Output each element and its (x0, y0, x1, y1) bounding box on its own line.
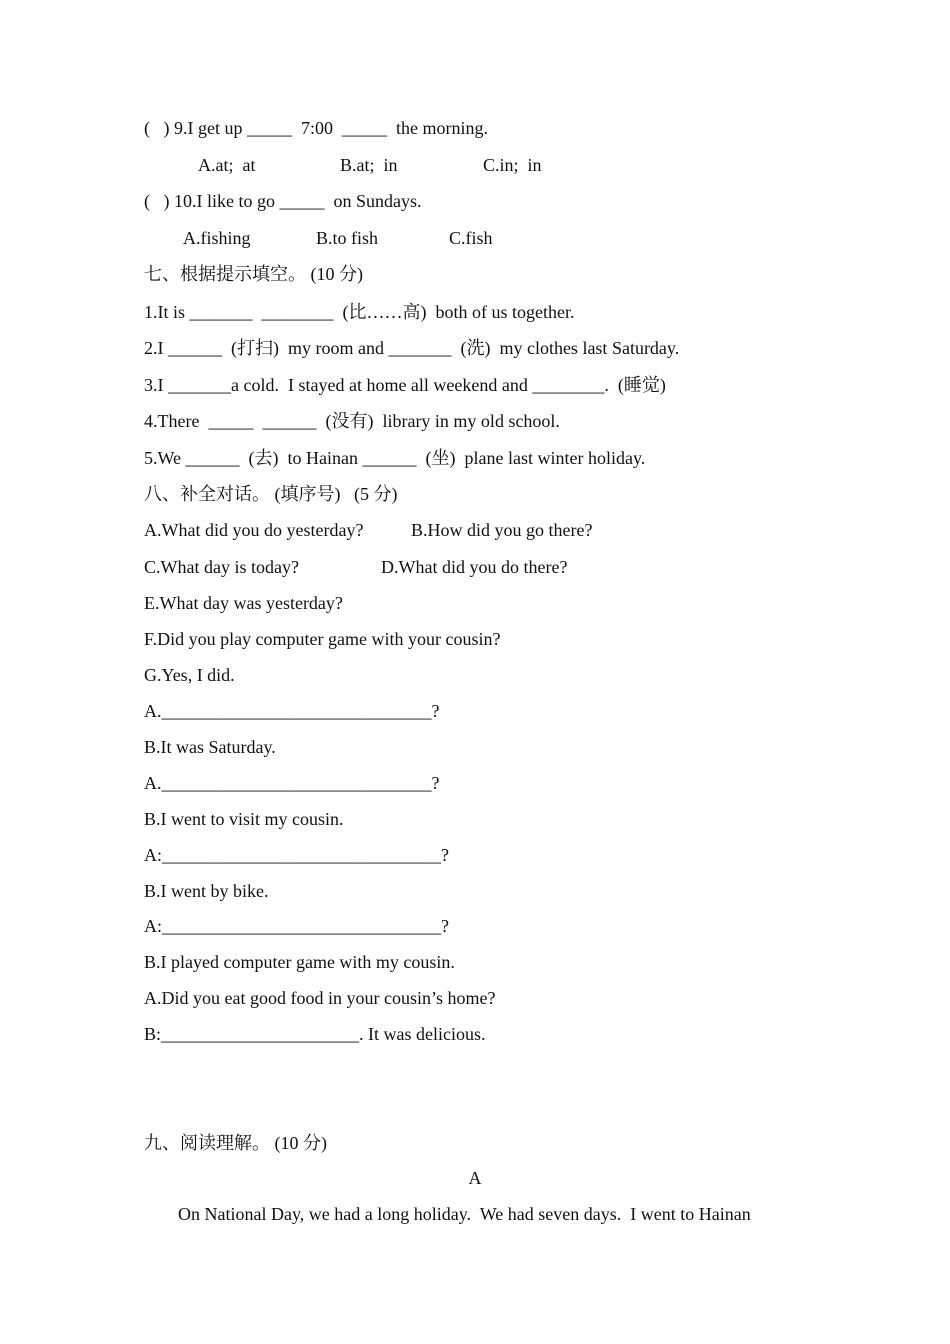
fill-item-3: 3.I _______a cold. I stayed at home all weekend and ________. (睡觉) (144, 375, 666, 395)
fill-item-4: 4.There _____ ______ (没有) library in my old school. (144, 411, 560, 431)
section-8-heading: 八、补全对话。 (填序号) (5 分) (144, 484, 398, 504)
choice-g: G.Yes, I did. (144, 665, 235, 685)
dialogue-line-6: B.I went by bike. (144, 881, 269, 901)
dialogue-line-5: A:_______________________________? (144, 845, 449, 865)
dialogue-line-3: A.______________________________? (144, 773, 440, 793)
choice-d: D.What did you do there? (381, 557, 568, 577)
q9-option-a: A.at; at (198, 155, 256, 175)
fill-item-5: 5.We ______ (去) to Hainan ______ (坐) plane last winter holiday. (144, 448, 646, 468)
fill-item-1: 1.It is _______ ________ (比……高) both of us together. (144, 302, 575, 322)
choice-f: F.Did you play computer game with your cousin? (144, 629, 501, 649)
dialogue-line-1: A.______________________________? (144, 701, 440, 721)
dialogue-line-10: B:______________________. It was delicious. (144, 1024, 486, 1044)
choice-c: C.What day is today? (144, 557, 299, 577)
dialogue-line-4: B.I went to visit my cousin. (144, 809, 344, 829)
dialogue-line-9: A.Did you eat good food in your cousin’s home? (144, 988, 496, 1008)
dialogue-line-8: B.I played computer game with my cousin. (144, 952, 455, 972)
passage-text: On National Day, we had a long holiday. We had seven days. I went to Hainan (178, 1204, 751, 1224)
section-9-heading: 九、阅读理解。 (10 分) (144, 1133, 327, 1153)
dialogue-line-7: A:_______________________________? (144, 916, 449, 936)
fill-item-2: 2.I ______ (打扫) my room and _______ (洗) my clothes last Saturday. (144, 338, 680, 358)
section-7-heading: 七、根据提示填空。 (10 分) (144, 264, 363, 284)
q9-option-c: C.in; in (483, 155, 542, 175)
question-10: ( ) 10.I like to go _____ on Sundays. (144, 191, 422, 211)
q9-option-b: B.at; in (340, 155, 398, 175)
choice-a: A.What did you do yesterday? (144, 520, 364, 540)
choice-e: E.What day was yesterday? (144, 593, 343, 613)
q10-option-a: A.fishing (183, 228, 251, 248)
dialogue-line-2: B.It was Saturday. (144, 737, 276, 757)
question-9: ( ) 9.I get up _____ 7:00 _____ the morning. (144, 118, 488, 138)
choice-b: B.How did you go there? (411, 520, 593, 540)
q10-option-b: B.to fish (316, 228, 379, 248)
passage-label: A (468, 1168, 482, 1188)
q10-option-c: C.fish (449, 228, 493, 248)
